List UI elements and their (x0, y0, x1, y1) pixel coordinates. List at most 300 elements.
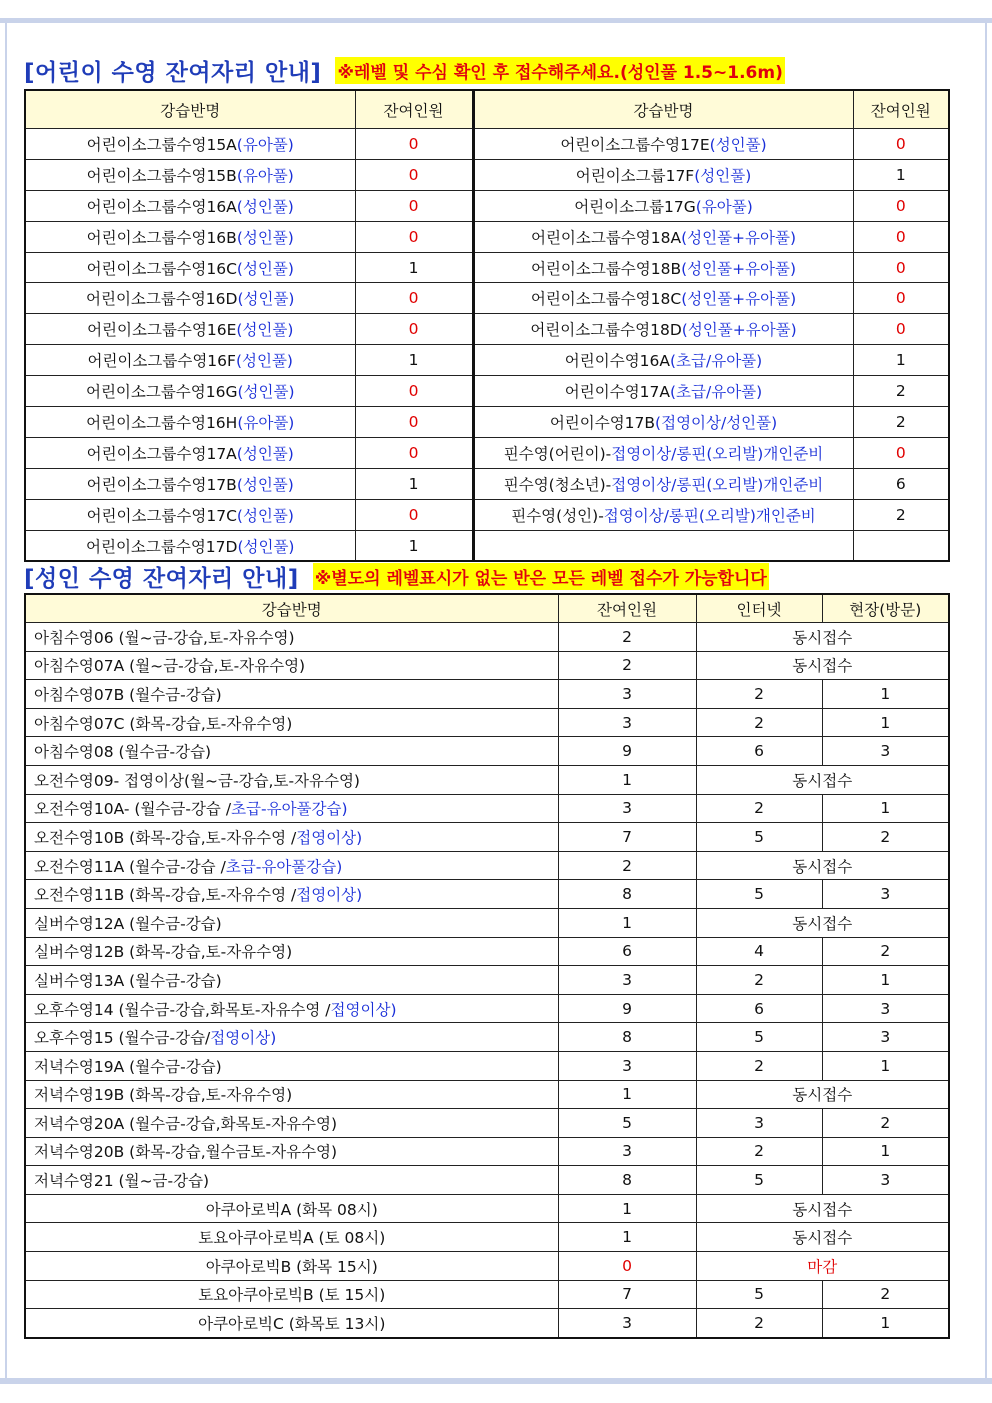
remaining-count: 0 (355, 499, 473, 530)
class-name-cell (473, 283, 853, 314)
remaining-count: 2 (558, 623, 696, 652)
class-name: 아침수영08 (월수금-강습) (34, 743, 212, 762)
table-row (25, 530, 949, 561)
table-row (25, 437, 949, 468)
level-label: 접영이상 (296, 828, 357, 847)
simultaneous-status: 동시접수 (696, 1223, 949, 1252)
internet-count: 2 (696, 1309, 822, 1338)
table-row (25, 345, 949, 376)
remaining-count: 3 (558, 680, 696, 709)
remaining-count: 1 (558, 1194, 696, 1223)
children-table-body (25, 129, 949, 562)
class-name: 오전수영10A- (월수금-강습 / (34, 800, 232, 819)
class-name: 어린이소그룹수영18C (530, 290, 682, 309)
class-name: 어린이소그룹수영17B (86, 475, 237, 494)
class-name: 토요아쿠아로빅A (토 08시) (198, 1229, 386, 1248)
class-name-cell (473, 190, 853, 221)
class-name-tail: ) (356, 828, 363, 847)
remaining-count: 1 (558, 1080, 696, 1109)
class-name-cell (473, 468, 853, 499)
table-row (25, 221, 949, 252)
remaining-count: 2 (853, 499, 949, 530)
class-name-cell (25, 1051, 558, 1080)
class-name-cell (25, 880, 558, 909)
class-name: 아침수영07C (화목-강습,토-자유수영) (34, 714, 293, 733)
remaining-count: 0 (853, 283, 949, 314)
class-name-cell (25, 765, 558, 794)
internet-count: 3 (696, 1109, 822, 1138)
table-row (25, 708, 949, 737)
class-name-cell (473, 221, 853, 252)
class-name: 어린이소그룹수영15B (86, 166, 237, 185)
class-name: 어린이소그룹수영18B (530, 259, 682, 278)
remaining-count: 3 (558, 1309, 696, 1338)
adult-section-title: [성인 수영 잔여자리 안내] (24, 566, 299, 592)
class-name-cell (25, 468, 355, 499)
table-row (25, 407, 949, 438)
class-name-cell (25, 794, 558, 823)
class-name-cell (25, 908, 558, 937)
level-label: 초급-유아풀강습 (225, 857, 337, 876)
class-name: 오전수영11B (화목-강습,토-자유수영 / (34, 886, 297, 905)
onsite-count: 3 (822, 1166, 949, 1195)
class-name: 어린이소그룹수영17E (560, 135, 710, 154)
class-name-cell (25, 651, 558, 680)
remaining-count: 1 (355, 345, 473, 376)
class-name: 아쿠아로빅A (화목 08시) (205, 1200, 378, 1219)
class-name-cell (25, 966, 558, 995)
class-name-cell (473, 252, 853, 283)
header-class-name: 강습반명 (25, 594, 558, 623)
class-name-cell (25, 1223, 558, 1252)
table-row (25, 1080, 949, 1109)
class-name: 어린이소그룹수영16A (86, 197, 237, 216)
class-name: 실버수영12B (화목-강습,토-자유수영) (34, 943, 293, 962)
remaining-count: 1 (558, 908, 696, 937)
class-name: 실버수영12A (월수금-강습) (34, 914, 222, 933)
internet-count: 6 (696, 994, 822, 1023)
table-row (25, 737, 949, 766)
internet-count: 2 (696, 1137, 822, 1166)
class-name-cell (25, 937, 558, 966)
table-row (25, 651, 949, 680)
class-name-cell (25, 190, 355, 221)
class-name: 저녁수영19B (화목-강습,토-자유수영) (34, 1086, 293, 1105)
pool-label: 접영이상/롱핀(오리발)개인준비 (611, 444, 824, 463)
pool-label: (초급/유아풀) (670, 383, 763, 402)
class-name-cell (473, 499, 853, 530)
remaining-count: 3 (558, 794, 696, 823)
class-name: 저녁수영19A (월수금-강습) (34, 1057, 222, 1076)
class-name-tail: ) (390, 1000, 397, 1019)
remaining-count: 0 (355, 221, 473, 252)
remaining-count (853, 530, 949, 561)
children-class-table (24, 89, 950, 562)
pool-label: (성인풀) (236, 228, 294, 247)
simultaneous-status: 동시접수 (696, 908, 949, 937)
pool-label: (성인풀) (236, 506, 294, 525)
onsite-count: 3 (822, 994, 949, 1023)
internet-count: 2 (696, 708, 822, 737)
internet-count: 5 (696, 1023, 822, 1052)
onsite-count: 1 (822, 1137, 949, 1166)
simultaneous-status: 동시접수 (696, 765, 949, 794)
adult-class-table (24, 593, 950, 1339)
class-name: 어린이소그룹17F (575, 166, 695, 185)
top-border (0, 18, 992, 23)
remaining-count: 3 (558, 1137, 696, 1166)
class-name: 저녁수영20B (화목-강습,월수금토-자유수영) (34, 1143, 338, 1162)
class-name: 어린이소그룹수영16D (86, 290, 238, 309)
class-name: 아침수영07A (월~금-강습,토-자유수영) (34, 657, 306, 676)
table-row (25, 880, 949, 909)
internet-count: 6 (696, 737, 822, 766)
class-name-cell (25, 1309, 558, 1338)
pool-label: (성인풀) (237, 290, 295, 309)
header-internet: 인터넷 (696, 594, 822, 623)
pool-label: (유아풀) (695, 197, 753, 216)
onsite-count: 1 (822, 1051, 949, 1080)
class-name: 저녁수영20A (월수금-강습,화목토-자유수영) (34, 1114, 338, 1133)
table-row (25, 937, 949, 966)
table-row (25, 1051, 949, 1080)
pool-label: (유아풀) (236, 135, 294, 154)
pool-label: (성인풀+유아풀) (681, 259, 797, 278)
adult-level-notice: ※별도의 레벨표시가 없는 반은 모든 레벨 접수가 가능합니다 (313, 563, 769, 590)
simultaneous-status: 동시접수 (696, 1080, 949, 1109)
class-name: 실버수영13A (월수금-강습) (34, 971, 222, 990)
level-label: 접영이상 (330, 1000, 391, 1019)
class-name: 핀수영(어린이)- (503, 444, 612, 463)
simultaneous-status: 동시접수 (696, 651, 949, 680)
table-row (25, 794, 949, 823)
class-name-cell (25, 129, 355, 160)
table-row (25, 1252, 949, 1281)
remaining-count: 0 (355, 314, 473, 345)
class-name-cell (25, 221, 355, 252)
class-name-cell (25, 851, 558, 880)
class-name-cell (25, 1166, 558, 1195)
remaining-count: 1 (355, 468, 473, 499)
class-name: 어린이소그룹수영18D (530, 321, 682, 340)
class-name-cell (473, 530, 853, 561)
table-row (25, 252, 949, 283)
adult-table-body (25, 623, 949, 1338)
remaining-count: 0 (853, 221, 949, 252)
pool-label: 접영이상/롱핀(오리발)개인준비 (603, 506, 816, 525)
pool-label: (성인풀) (694, 166, 752, 185)
remaining-count: 0 (558, 1252, 696, 1281)
class-name: 어린이소그룹수영16E (87, 321, 237, 340)
remaining-count: 3 (558, 1051, 696, 1080)
remaining-count: 0 (355, 283, 473, 314)
remaining-count: 3 (558, 966, 696, 995)
remaining-count: 2 (558, 651, 696, 680)
class-name-cell (25, 623, 558, 652)
children-table-header (25, 90, 949, 129)
class-name: 아침수영06 (월~금-강습,토-자유수영) (34, 628, 295, 647)
class-name: 오전수영10B (화목-강습,토-자유수영 / (34, 828, 297, 847)
pool-label: (초급/유아풀) (670, 352, 763, 371)
internet-count: 2 (696, 966, 822, 995)
level-label: 초급-유아풀강습 (231, 800, 342, 819)
class-name: 어린이소그룹수영16B (86, 228, 237, 247)
pool-label: (성인풀) (236, 259, 294, 278)
remaining-count: 2 (853, 376, 949, 407)
onsite-count: 3 (822, 1023, 949, 1052)
onsite-count: 1 (822, 708, 949, 737)
bottom-border (0, 1378, 992, 1384)
internet-count: 2 (696, 1051, 822, 1080)
class-name-cell (25, 499, 355, 530)
class-name: 어린이소그룹수영15A (86, 135, 237, 154)
pool-label: (성인풀) (237, 537, 295, 556)
right-border (985, 22, 987, 1381)
simultaneous-status: 동시접수 (696, 623, 949, 652)
class-name: 오후수영14 (월수금-강습,화목토-자유수영 / (34, 1000, 331, 1019)
class-name-cell (25, 708, 558, 737)
class-name-cell (25, 680, 558, 709)
class-name: 아쿠아로빅B (화목 15시) (205, 1257, 378, 1276)
class-name: 핀수영(청소년)- (503, 475, 612, 494)
class-name: 어린이수영17B (549, 413, 656, 432)
class-name: 아침수영07B (월수금-강습) (34, 685, 222, 704)
table-row (25, 823, 949, 852)
class-name: 어린이소그룹수영16C (86, 259, 237, 278)
class-name-cell (25, 823, 558, 852)
class-name: 어린이수영17A (564, 383, 670, 402)
children-section-title: [어린이 수영 잔여자리 안내] (24, 60, 322, 86)
remaining-count: 1 (558, 1223, 696, 1252)
remaining-count: 0 (853, 190, 949, 221)
table-row (25, 1309, 949, 1338)
class-name: 아쿠아로빅C (화목토 13시) (198, 1315, 386, 1334)
class-name-cell (25, 345, 355, 376)
class-name: 핀수영(성인)- (511, 506, 604, 525)
remaining-count: 9 (558, 737, 696, 766)
remaining-count: 0 (355, 129, 473, 160)
class-name-tail: ) (341, 800, 348, 819)
remaining-count: 6 (853, 468, 949, 499)
remaining-count: 0 (355, 159, 473, 190)
table-row (25, 1023, 949, 1052)
table-row (25, 908, 949, 937)
class-name: 오후수영15 (월수금-강습/ (34, 1029, 211, 1048)
onsite-count: 1 (822, 1309, 949, 1338)
remaining-count: 0 (355, 376, 473, 407)
table-row (25, 499, 949, 530)
class-name-cell (25, 1194, 558, 1223)
class-name: 어린이소그룹수영17C (86, 506, 237, 525)
pool-label: (성인풀) (236, 197, 294, 216)
class-name-cell (25, 159, 355, 190)
class-name-cell (473, 345, 853, 376)
internet-count: 5 (696, 880, 822, 909)
table-row (25, 468, 949, 499)
onsite-count: 1 (822, 680, 949, 709)
pool-label: (성인풀) (709, 135, 767, 154)
class-name: 어린이소그룹수영16G (85, 383, 238, 402)
pool-label: (성인풀) (236, 444, 294, 463)
adult-section-heading (24, 560, 769, 593)
class-name-cell (25, 252, 355, 283)
class-name-tail: ) (270, 1029, 277, 1048)
pool-label: (성인풀) (237, 383, 295, 402)
remaining-count: 0 (853, 252, 949, 283)
table-row (25, 851, 949, 880)
remaining-count: 1 (853, 159, 949, 190)
class-name-cell (473, 314, 853, 345)
table-row (25, 1194, 949, 1223)
table-row (25, 966, 949, 995)
table-row (25, 190, 949, 221)
internet-count: 5 (696, 823, 822, 852)
class-name-tail: ) (336, 857, 343, 876)
class-name: 어린이소그룹수영16F (87, 352, 236, 371)
onsite-count: 2 (822, 1280, 949, 1309)
internet-count: 5 (696, 1280, 822, 1309)
onsite-count: 2 (822, 1109, 949, 1138)
onsite-count: 1 (822, 794, 949, 823)
class-name-cell (25, 407, 355, 438)
table-row (25, 129, 949, 160)
remaining-count: 1 (355, 252, 473, 283)
table-row (25, 1166, 949, 1195)
class-name: 토요아쿠아로빅B (토 15시) (198, 1286, 386, 1305)
class-name-cell (25, 1137, 558, 1166)
onsite-count: 2 (822, 823, 949, 852)
onsite-count: 3 (822, 880, 949, 909)
table-row (25, 376, 949, 407)
onsite-count: 3 (822, 737, 949, 766)
table-row (25, 994, 949, 1023)
simultaneous-status: 동시접수 (696, 1194, 949, 1223)
pool-label: (성인풀+유아풀) (681, 228, 797, 247)
remaining-count: 0 (853, 437, 949, 468)
adult-table-header (25, 594, 949, 623)
pool-label: (성인풀+유아풀) (681, 321, 797, 340)
class-name: 어린이소그룹수영17A (86, 444, 237, 463)
table-row (25, 314, 949, 345)
class-name: 어린이소그룹17G (574, 197, 696, 216)
table-row (25, 1137, 949, 1166)
remaining-count: 0 (853, 129, 949, 160)
header-remaining: 잔여인원 (355, 90, 473, 129)
class-name-cell (473, 129, 853, 160)
left-border (5, 22, 7, 1381)
class-name: 저녁수영21 (월~금-강습) (34, 1172, 210, 1191)
onsite-count: 1 (822, 966, 949, 995)
class-name-cell (25, 1109, 558, 1138)
remaining-count: 1 (355, 530, 473, 561)
remaining-count: 7 (558, 1280, 696, 1309)
internet-count: 2 (696, 794, 822, 823)
children-section-heading (24, 54, 785, 87)
level-label: 접영이상 (210, 1029, 271, 1048)
table-row (25, 680, 949, 709)
class-name-cell (25, 737, 558, 766)
remaining-count: 1 (853, 345, 949, 376)
class-name-cell (25, 283, 355, 314)
level-label: 접영이상 (296, 886, 357, 905)
class-name: 어린이소그룹수영16H (86, 413, 238, 432)
class-name-cell (25, 1252, 558, 1281)
children-level-notice: ※레벨 및 수심 확인 후 접수해주세요.(성인풀 1.5~1.6m) (335, 57, 784, 84)
remaining-count: 8 (558, 880, 696, 909)
pool-label: (유아풀) (237, 413, 295, 432)
remaining-count: 0 (355, 437, 473, 468)
remaining-count: 1 (558, 765, 696, 794)
remaining-count: 2 (558, 851, 696, 880)
table-row (25, 159, 949, 190)
table-row (25, 765, 949, 794)
class-name-cell (473, 376, 853, 407)
internet-count: 4 (696, 937, 822, 966)
class-name: 어린이소그룹수영18A (530, 228, 682, 247)
pool-label: (성인풀) (235, 352, 293, 371)
table-row (25, 1109, 949, 1138)
class-name-cell (473, 407, 853, 438)
header-onsite: 현장(방문) (822, 594, 949, 623)
onsite-count: 2 (822, 937, 949, 966)
pool-label: (성인풀) (236, 321, 294, 340)
class-name-cell (25, 1280, 558, 1309)
remaining-count: 8 (558, 1166, 696, 1195)
table-row (25, 623, 949, 652)
table-row (25, 1223, 949, 1252)
remaining-count: 6 (558, 937, 696, 966)
pool-label: 접영이상/롱핀(오리발)개인준비 (611, 475, 824, 494)
remaining-count: 8 (558, 1023, 696, 1052)
pool-label: (유아풀) (236, 166, 294, 185)
header-remaining: 잔여인원 (853, 90, 949, 129)
class-name-tail: ) (356, 886, 363, 905)
pool-label: (성인풀) (236, 475, 294, 494)
remaining-count: 0 (355, 407, 473, 438)
class-name-cell (25, 530, 355, 561)
class-name-cell (473, 159, 853, 190)
class-name: 어린이수영16A (564, 352, 670, 371)
class-name-cell (25, 1080, 558, 1109)
class-name: 오전수영09- 접영이상(월~금-강습,토-자유수영) (34, 771, 360, 790)
header-class-name: 강습반명 (473, 90, 853, 129)
internet-count: 2 (696, 680, 822, 709)
simultaneous-status: 동시접수 (696, 851, 949, 880)
class-name-cell (473, 437, 853, 468)
header-class-name: 강습반명 (25, 90, 355, 129)
remaining-count: 0 (853, 314, 949, 345)
header-remaining: 잔여인원 (558, 594, 696, 623)
remaining-count: 7 (558, 823, 696, 852)
pool-label: (접영이상/성인풀) (655, 413, 778, 432)
remaining-count: 0 (355, 190, 473, 221)
pool-label: (성인풀+유아풀) (681, 290, 797, 309)
remaining-count: 2 (853, 407, 949, 438)
class-name-cell (25, 1023, 558, 1052)
class-name-cell (25, 994, 558, 1023)
remaining-count: 5 (558, 1109, 696, 1138)
remaining-count: 3 (558, 708, 696, 737)
class-name-cell (25, 376, 355, 407)
class-name-cell (25, 437, 355, 468)
class-name-cell (25, 314, 355, 345)
table-row (25, 1280, 949, 1309)
remaining-count: 9 (558, 994, 696, 1023)
closed-status: 마감 (696, 1252, 949, 1281)
table-row (25, 283, 949, 314)
internet-count: 5 (696, 1166, 822, 1195)
class-name: 어린이소그룹수영17D (86, 537, 238, 556)
